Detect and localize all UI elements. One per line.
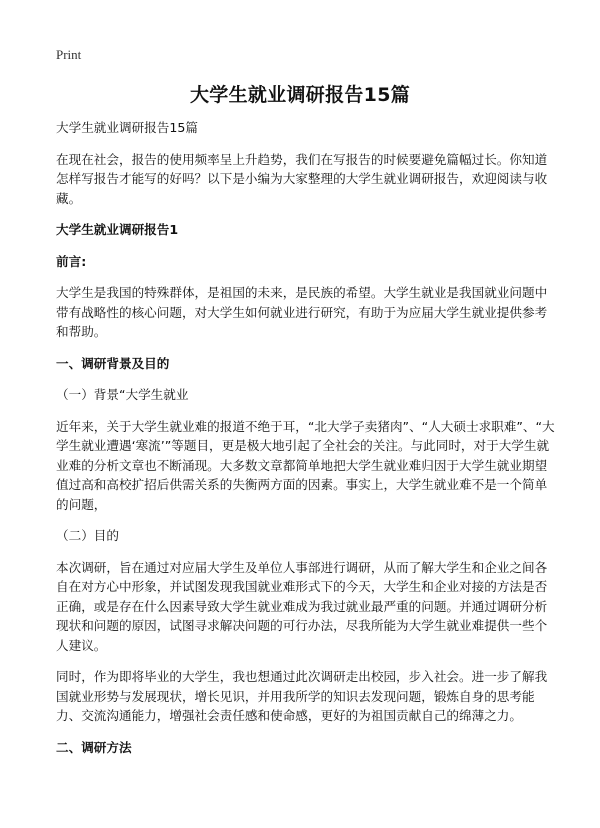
section-heading-background: 一、调研背景及目的: [56, 355, 170, 371]
purpose-paragraph-1: 本次调研，旨在通过对应届大学生及单位人事部进行调研，从而了解大学生和企业之间各自在对方心中形象，并试图发现我国就业难形式下的今天，大学生和企业对接的方法是否正确，或是存在什么因素导致大学生就业难成为我过就业最严重的问题。并通过调研分析现状和问题的原因，试图寻求解决问题的可行办法，尽我所能为大学生就业难提供一些个人建议。: [56, 559, 548, 653]
purpose-paragraph-2: 同时，作为即将毕业的大学生，我也想通过此次调研走出校园，步入社会。进一步了解我国就业形势与发展现状，增长见识，并用我所学的知识去发现问题，锻炼自身的思考能力、交流沟通能力，增强社会责任感和使命感，更好的为祖国贡献自己的绵薄之力。: [56, 669, 548, 723]
subheading-background: （一）背景“大学生就业: [56, 387, 189, 402]
document-title: 大学生就业调研报告15篇: [189, 84, 411, 106]
document-body: [56, 118, 556, 769]
report-heading: 大学生就业调研报告1: [56, 222, 179, 237]
preface-heading: 前言:: [56, 253, 87, 269]
background-paragraph: 近年来，关于大学生就业难的报道不绝于耳，“北大学子卖猪肉”、“人大硕士求职难”、“大学生就业遭遇‘寒流’”等题目，更是极大地引起了全社会的关注。与此同时，对于大学生就业难的分析文章也不断涌现。大多数文章都简单地把大学生就业难归因于大学生就业期望值过高和高校扩招后供需关系的失衡两方面的因素。事实上，大学生就业难不是一个简单的问题，: [56, 418, 555, 512]
print-label: Print: [56, 47, 82, 62]
document-subtitle: 大学生就业调研报告15篇: [56, 120, 198, 135]
preface-paragraph: 大学生是我国的特殊群体，是祖国的未来，是民族的希望。大学生就业是我国就业问题中带有战略性的核心问题，对大学生如何就业进行研究，有助于为应届大学生就业提供参考和帮助。: [56, 285, 548, 339]
section-heading-methods: 二、调研方法: [56, 739, 132, 755]
intro-paragraph: 在现在社会，报告的使用频率呈上升趋势，我们在写报告的时候要避免篇幅过长。你知道怎样写报告才能写的好吗？以下是小编为大家整理的大学生就业调研报告，欢迎阅读与收藏。: [56, 151, 548, 206]
subheading-purpose: （二）目的: [56, 528, 119, 543]
